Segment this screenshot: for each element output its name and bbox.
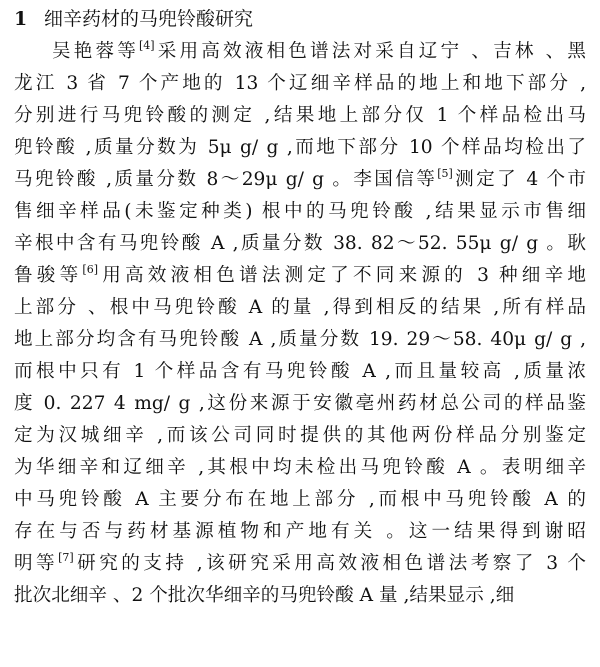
text-line <box>14 100 586 132</box>
text-line <box>14 132 586 164</box>
text-line <box>14 452 586 484</box>
text-line <box>14 68 586 100</box>
text-run: 研究的支持 ,该研究采用高效液相色谱法考察了 3 个 <box>73 553 586 574</box>
citation-ref: [5] <box>437 167 453 180</box>
text-run: 鲁骏等 <box>14 265 83 286</box>
document-page <box>14 6 586 612</box>
text-line <box>14 292 586 324</box>
text-run: 存在与否与药材基源植物和产地有关 。这一结果得到谢昭 <box>14 521 586 542</box>
section-heading <box>14 6 586 32</box>
text-run: 马兜铃酸 ,质量分数 8～29μ g/ g 。李国信等 <box>14 169 438 190</box>
text-run: 定为汉城细辛 ,而该公司同时提供的其他两份样品分别鉴定 <box>14 425 586 446</box>
text-run: 分别进行马兜铃酸的测定 ,结果地上部分仅 1 个样品检出马 <box>14 105 586 126</box>
text-line <box>14 356 586 388</box>
text-line <box>14 196 586 228</box>
text-line <box>14 484 586 516</box>
text-line <box>14 228 586 260</box>
text-run: 而根中只有 1 个样品含有马兜铃酸 A ,而且量较高 ,质量浓 <box>14 361 586 382</box>
text-run: 批次北细辛 、2 个批次华细辛的马兜铃酸 A 量 ,结果显示 ,细 <box>14 585 515 606</box>
text-line <box>14 36 586 68</box>
text-line <box>14 388 586 420</box>
text-run: 上部分 、根中马兜铃酸 A 的量 ,得到相反的结果 ,所有样品 <box>14 297 586 318</box>
text-line <box>14 580 586 612</box>
section-number: 1 <box>14 8 28 30</box>
text-run: 售细辛样品(未鉴定种类) 根中的马兜铃酸 ,结果显示市售细 <box>14 201 586 222</box>
text-run: 明等 <box>14 553 59 574</box>
text-line <box>14 324 586 356</box>
text-run: 为华细辛和辽细辛 ,其根中均未检出马兜铃酸 A 。表明细辛 <box>14 457 586 478</box>
text-run: 辛根中含有马兜铃酸 A ,质量分数 38. 82～52. 55μ g/ g 。耿 <box>14 233 586 254</box>
text-line <box>14 516 586 548</box>
text-run: 用高效液相色谱法测定了不同来源的 3 种细辛地 <box>98 265 586 286</box>
text-run: 采用高效液相色谱法对采自辽宁 、吉林 、黑 <box>154 41 586 62</box>
text-run: 地上部分均含有马兜铃酸 A ,质量分数 19. 29～58. 40μ g/ g , <box>14 329 586 350</box>
text-run: 测定了 4 个市 <box>452 169 587 190</box>
text-line <box>14 164 586 196</box>
text-run: 中马兜铃酸 A 主要分布在地上部分 ,而根中马兜铃酸 A 的 <box>14 489 586 510</box>
text-line <box>14 548 586 580</box>
citation-ref: [7] <box>58 551 74 564</box>
section-title: 细辛药材的马兜铃酸研究 <box>44 8 254 30</box>
text-line <box>14 420 586 452</box>
body-paragraph <box>14 36 586 612</box>
text-line <box>14 260 586 292</box>
citation-ref: [4] <box>139 39 155 52</box>
text-run: 龙江 3 省 7 个产地的 13 个辽细辛样品的地上和地下部分 , <box>14 73 586 94</box>
citation-ref: [6] <box>82 263 98 276</box>
text-run: 度 0. 227 4 mg/ g ,这份来源于安徽亳州药材总公司的样品鉴 <box>14 393 586 414</box>
text-run: 兜铃酸 ,质量分数为 5μ g/ g ,而地下部分 10 个样品均检出了 <box>14 137 586 158</box>
text-run: 吴艳蓉等 <box>52 41 140 62</box>
